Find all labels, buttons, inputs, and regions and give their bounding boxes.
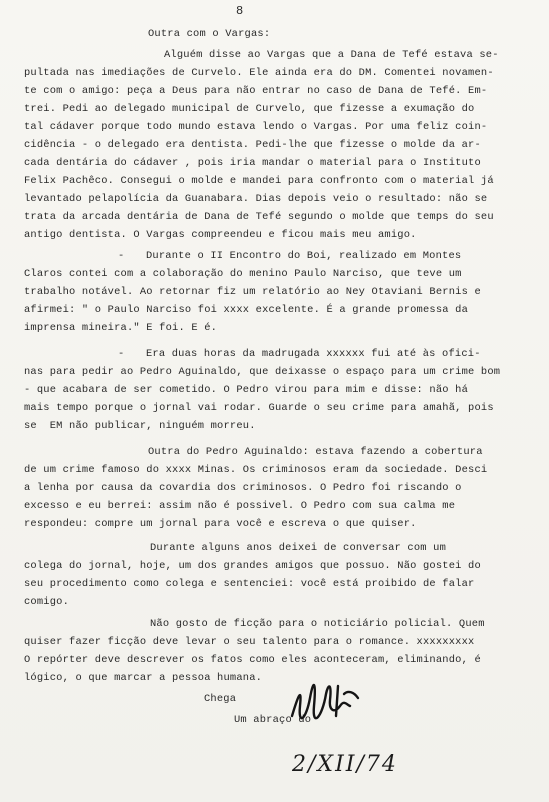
text-line: nas para pedir ao Pedro Aguinaldo, que deixasse o espaço para um crime bom bbox=[24, 366, 501, 378]
text-line: te com o amigo: peça a Deus para não entrar no caso de Dana de Tefé. Em- bbox=[24, 85, 488, 97]
text-line: Outra do Pedro Aguinaldo: estava fazendo a cobertura bbox=[148, 446, 483, 458]
text-line: cada dentária do cádaver , pois iria mandar o material para o Instituto bbox=[24, 157, 481, 169]
page-number: 8 bbox=[236, 4, 244, 18]
text-line: colega do jornal, hoje, um dos grandes amigos que possuo. Não gostei do bbox=[24, 560, 481, 572]
text-line: lógico, o que marcar a pessoa humana. bbox=[24, 672, 263, 684]
text-line: excesso e eu berrei: assim não é possivel. O Pedro com sua calma me bbox=[24, 500, 456, 512]
text-line: comigo. bbox=[24, 596, 70, 608]
text-line: Claros contei com a colaboração do menino Paulo Narciso, que teve um bbox=[24, 268, 462, 280]
text-line: Durante alguns anos deixei de conversar com um bbox=[150, 542, 447, 554]
text-line: trata da arcada dentária de Dana de Tefé segundo o molde que temps do seu bbox=[24, 211, 494, 223]
text-line: antigo dentista. O Vargas compreendeu e ficou mais meu amigo. bbox=[24, 229, 417, 241]
text-line: cidência - o delegado era dentista. Pedi-lhe que fizesse o molde da ar- bbox=[24, 139, 481, 151]
text-line: levantado pelapolícia da Guanabara. Dias depois veio o resultado: não se bbox=[24, 193, 488, 205]
handwritten-signature bbox=[288, 676, 368, 724]
text-line: seu procedimento como colega e sentenciei: você está proibido de falar bbox=[24, 578, 475, 590]
text-line: respondeu: compre um jornal para você e escreva o que quiser. bbox=[24, 518, 417, 530]
text-line: trabalho notável. Ao retornar fiz um relatório ao Ney Otaviani Bernis e bbox=[24, 286, 481, 298]
text-line: quiser fazer ficção deve levar o seu talento para o romance. xxxxxxxxx bbox=[24, 636, 475, 648]
text-line: Outra com o Vargas: bbox=[148, 28, 271, 40]
text-line: trei. Pedi ao delegado municipal de Curvelo, que fizesse a exumação do bbox=[24, 103, 475, 115]
text-line: imprensa mineira." E foi. E é. bbox=[24, 322, 218, 334]
text-line: Não gosto de ficção para o noticiário policial. Quem bbox=[150, 618, 485, 630]
handwritten-date: 2/XII/74 bbox=[292, 752, 398, 777]
text-line: a lenha por causa da covardia dos criminosos. O Pedro foi riscando o bbox=[24, 482, 462, 494]
text-line: pultada nas imediações de Curvelo. Ele ainda era do DM. Comentei novamen- bbox=[24, 67, 494, 79]
text-line: mais tempo porque o jornal vai rodar. Guarde o seu crime para amahã, pois bbox=[24, 402, 494, 414]
text-line: O repórter deve descrever os fatos como eles aconteceram, eliminando, é bbox=[24, 654, 481, 666]
dash-marker: - bbox=[118, 250, 125, 262]
text-line: tal cádaver porque todo mundo estava lendo o Vargas. Por uma feliz coin- bbox=[24, 121, 488, 133]
text-line: se EM não publicar, ninguém morreu. bbox=[24, 420, 256, 432]
text-line: Felix Pachêco. Consegui o molde e mandei para confronto com o material já bbox=[24, 175, 494, 187]
closing-line: Um abraço do bbox=[234, 714, 312, 726]
text-line: Alguém disse ao Vargas que a Dana de Tefé estava se- bbox=[164, 49, 499, 61]
dash-marker: - bbox=[118, 348, 125, 360]
text-line: Era duas horas da madrugada xxxxxx fui até às ofici- bbox=[146, 348, 481, 360]
text-line: afirmei: " o Paulo Narciso foi xxxx excelente. É a grande promessa da bbox=[24, 304, 469, 316]
closing-word: Chega bbox=[204, 693, 237, 705]
text-line: Durante o II Encontro do Boi, realizado em Montes bbox=[146, 250, 462, 262]
text-line: de um crime famoso do xxxx Minas. Os criminosos eram da sociedade. Desci bbox=[24, 464, 488, 476]
text-line: - que acabara de ser cometido. O Pedro virou para mim e disse: não há bbox=[24, 384, 469, 396]
